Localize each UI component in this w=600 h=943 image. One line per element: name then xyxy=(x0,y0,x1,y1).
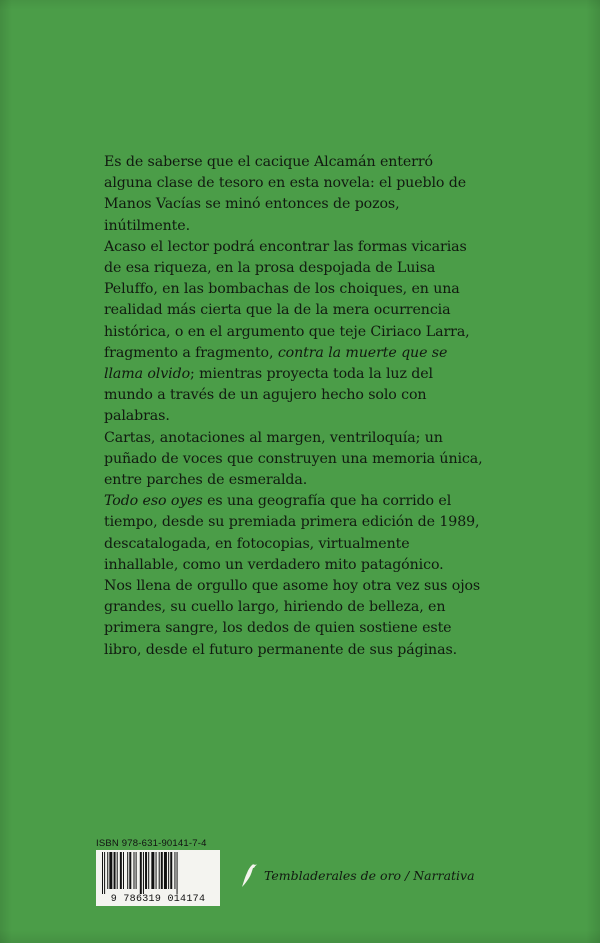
barcode-panel xyxy=(96,850,220,906)
blurb-paragraph-2-end: ; mientras proyecta toda la luz del mundo a través de un agujero hecho solo con palabras. xyxy=(104,366,433,425)
blurb-paragraph-5: Nos llena de orgullo que asome hoy otra vez sus ojos grandes, su cuello largo, hiriendo de belleza, en primera sangre, los dedos de quien sostiene este libro, desde el futuro permanente de sus páginas. xyxy=(104,578,481,658)
blurb-quote-italic: contra la muerte que se llama olvido xyxy=(104,344,448,383)
blurb-text xyxy=(104,152,484,661)
barcode-digits: 9 786319 014174 xyxy=(110,894,206,905)
barcode-bars-icon xyxy=(100,852,216,894)
blurb-paragraph-3: Cartas, anotaciones al margen, ventriloquía; un puñado de voces que construyen una memoria única, entre parches de esmeralda. xyxy=(104,429,483,489)
book-title-italic: Todo eso oyes xyxy=(104,493,203,510)
isbn-label: ISBN 978-631-90141-7-4 xyxy=(96,838,207,849)
isbn-barcode xyxy=(96,838,222,906)
imprint-text: Tembladerales de oro / Narrativa xyxy=(264,867,475,883)
blurb-paragraph-1: Es de saberse que el cacique Alcamán enterró alguna clase de tesoro en esta novela: el pueblo de Manos Vacías se minó entonces de pozos, inútilmente. xyxy=(104,154,467,234)
bird-icon xyxy=(238,861,258,889)
blurb-paragraph-4-rest: es una geografía que ha corrido el tiempo, desde su premiada primera edición de 1989, descatalogada, en fotocopias, virtualmente inhallable, como un verdadero mito patagónico. xyxy=(104,493,480,573)
blurb-paragraph-2 xyxy=(104,237,484,428)
blurb-paragraph-4 xyxy=(104,491,484,576)
publisher-imprint xyxy=(238,860,475,890)
blurb-paragraph-2-start: Acaso el lector podrá encontrar las formas vicarias de esa riqueza, en la prosa despojada de Luisa Peluffo, en las bombachas de los choiques, en una realidad más cierta que la de la mera ocurrencia histórica, o en el argumento que teje Ciriaco Larra, fragmento a fragmento, xyxy=(104,238,470,361)
